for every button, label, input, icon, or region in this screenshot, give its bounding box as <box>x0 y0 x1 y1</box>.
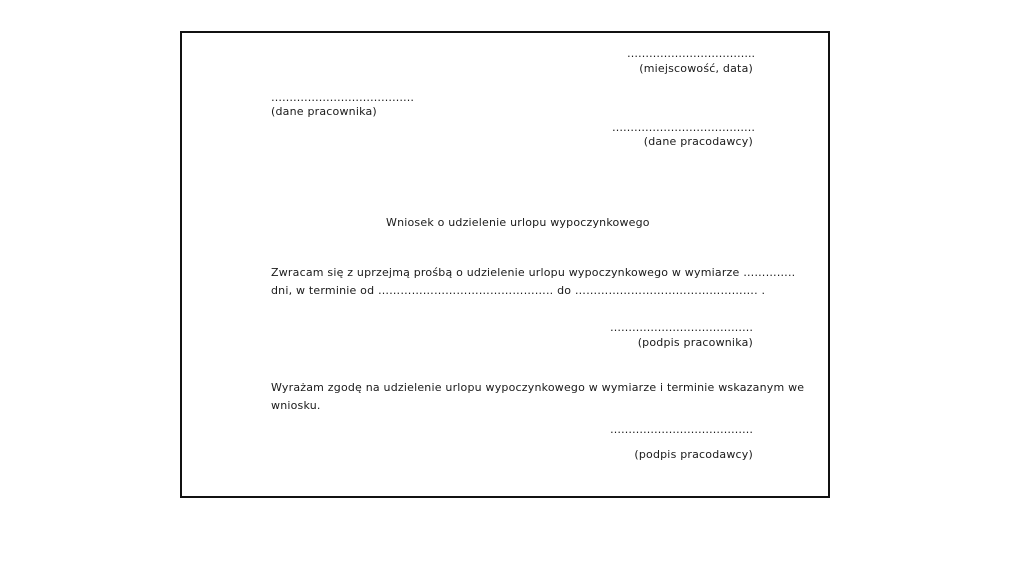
consent-text: Wyrażam zgodę na udzielenie urlopu wypoczynkowego w wymiarze i terminie wskazanym we wniosku. <box>271 381 805 412</box>
employee-data-dots: ………………………………… <box>271 91 414 104</box>
document-title: Wniosek o udzielenie urlopu wypoczynkowego <box>386 216 650 229</box>
request-text-line-2: dni, w terminie od ……………………………………….. do …………………………………………. . <box>271 284 766 297</box>
employee-signature-dots: ………………………………… <box>610 321 753 334</box>
employer-data-dots: ………………………………… <box>612 121 755 134</box>
place-date-dots: …………………………….. <box>627 47 755 60</box>
request-text-line-1: Zwracam się z uprzejmą prośbą o udzielenie urlopu wypoczynkowego w wymiarze ………….. <box>271 266 796 279</box>
employer-data-label: (dane pracodawcy) <box>643 135 753 148</box>
employer-signature-dots: ………………………………… <box>610 423 753 436</box>
employer-signature-label: (podpis pracodawcy) <box>634 448 753 461</box>
place-date-label: (miejscowość, data) <box>639 62 753 75</box>
employee-signature-label: (podpis pracownika) <box>637 336 753 349</box>
employee-data-label: (dane pracownika) <box>271 105 377 118</box>
